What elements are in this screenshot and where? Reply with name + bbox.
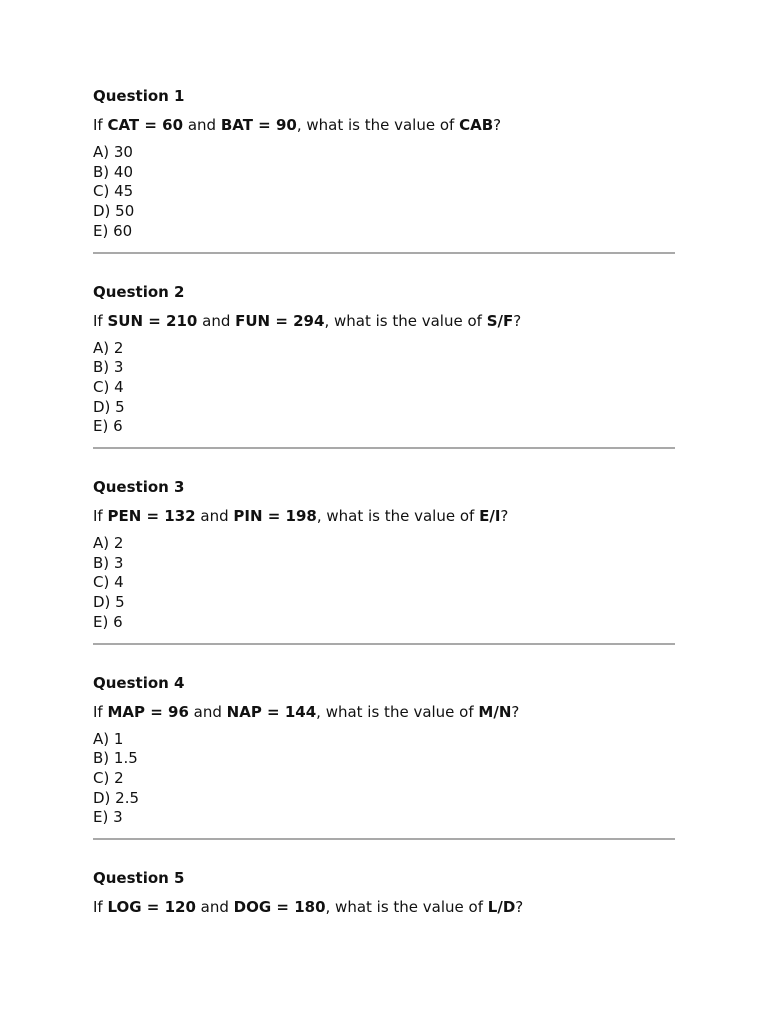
question-block-1 xyxy=(93,86,675,254)
question-text-segment: MAP = 96 xyxy=(107,702,189,721)
question-text-segment: , what is the value of xyxy=(324,311,487,330)
question-text-segment: and xyxy=(195,507,234,526)
question-text-segment: DOG = 180 xyxy=(233,898,326,917)
question-block-4 xyxy=(93,645,675,841)
question-block-5 xyxy=(93,840,675,917)
answer-option: D) 2.5 xyxy=(93,788,140,807)
question-text-segment: BAT = 90 xyxy=(220,116,297,134)
question-text-segment: FUN = 294 xyxy=(235,311,325,330)
answer-option: C) 45 xyxy=(93,182,134,201)
answer-option: A) 2 xyxy=(93,338,124,357)
question-text-segment: PIN = 198 xyxy=(233,507,317,526)
question-text-segment: CAB xyxy=(459,116,494,134)
question-text-segment: , what is the value of xyxy=(316,702,479,721)
answer-option: D) 50 xyxy=(93,202,135,221)
question-text-segment: SUN = 210 xyxy=(107,311,198,330)
question-text-segment: CAT = 60 xyxy=(107,116,184,134)
question-text xyxy=(93,115,675,135)
question-text-segment: , what is the value of xyxy=(316,507,480,526)
question-text-segment: PEN = 132 xyxy=(107,507,196,526)
answer-option: A) 1 xyxy=(93,729,124,748)
answer-options xyxy=(93,730,675,829)
question-text xyxy=(93,506,675,526)
answer-option: A) 30 xyxy=(93,143,133,161)
question-text-segment: If xyxy=(93,898,108,917)
answer-option: E) 6 xyxy=(93,612,123,631)
question-text-segment: , what is the value of xyxy=(325,898,488,917)
question-text-segment: , what is the value of xyxy=(296,116,460,134)
question-text-segment: and xyxy=(183,116,221,134)
question-text-segment: NAP = 144 xyxy=(226,702,317,721)
answer-option: B) 1.5 xyxy=(93,749,138,768)
answer-option: B) 3 xyxy=(93,358,124,377)
answer-option: E) 6 xyxy=(93,417,123,436)
question-text-segment: and xyxy=(195,898,234,917)
question-title: Question 2 xyxy=(93,282,185,301)
question-text-segment: LOG = 120 xyxy=(107,898,196,917)
question-text xyxy=(93,702,675,722)
answer-option: C) 2 xyxy=(93,768,124,787)
question-text-segment: If xyxy=(93,702,108,721)
question-text-segment: ? xyxy=(511,702,520,721)
answer-options xyxy=(93,143,675,242)
answer-option: A) 2 xyxy=(93,534,124,553)
question-text-segment: ? xyxy=(500,507,509,526)
question-title: Question 5 xyxy=(93,869,185,888)
answer-option: B) 3 xyxy=(93,553,124,572)
question-text-segment: and xyxy=(197,311,236,330)
answer-options xyxy=(93,534,675,633)
question-text-segment: E/I xyxy=(479,507,501,526)
answer-option: C) 4 xyxy=(93,377,124,396)
question-text-segment: ? xyxy=(493,116,502,134)
answer-option: D) 5 xyxy=(93,593,125,612)
answer-options xyxy=(93,339,675,438)
question-text xyxy=(93,311,675,331)
question-block-2 xyxy=(93,254,675,450)
question-text xyxy=(93,897,675,917)
question-list xyxy=(93,86,675,925)
question-title: Question 1 xyxy=(93,87,185,105)
question-text-segment: If xyxy=(93,311,108,330)
question-block-3 xyxy=(93,449,675,645)
question-text-segment: If xyxy=(93,507,108,526)
answer-option: B) 40 xyxy=(93,162,133,181)
question-title: Question 4 xyxy=(93,673,185,692)
question-text-segment: S/F xyxy=(486,311,514,330)
answer-option: E) 60 xyxy=(93,221,133,240)
answer-option: C) 4 xyxy=(93,573,124,592)
question-text-segment: M/N xyxy=(478,702,512,721)
question-title: Question 3 xyxy=(93,478,185,497)
question-text-segment: ? xyxy=(515,898,524,917)
answer-option: E) 3 xyxy=(93,808,123,827)
question-text-segment: and xyxy=(188,702,227,721)
question-text-segment: L/D xyxy=(487,898,516,917)
answer-option: D) 5 xyxy=(93,397,125,416)
question-text-segment: ? xyxy=(513,311,522,330)
question-text-segment: If xyxy=(93,116,108,134)
